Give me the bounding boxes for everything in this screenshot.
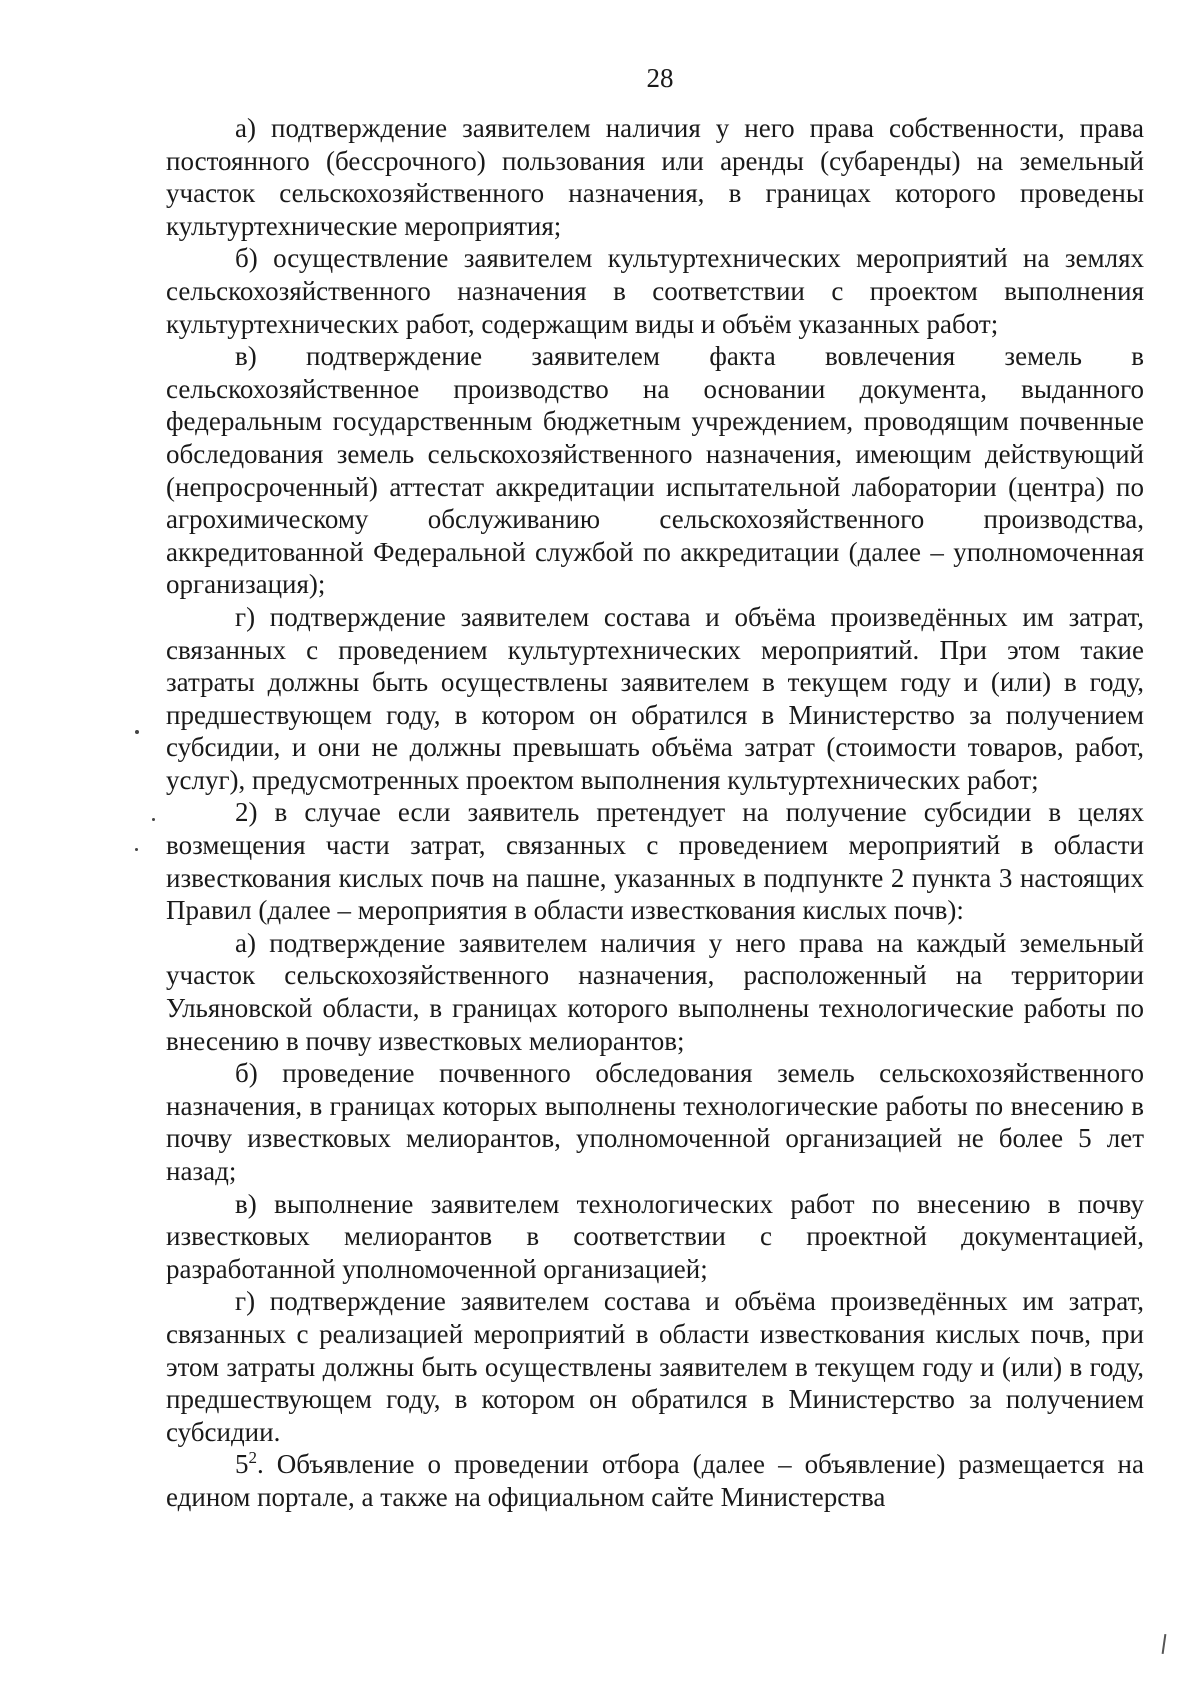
document-body <box>166 112 1144 1514</box>
paragraph-2a: а) подтверждение заявителем наличия у него права на каждый земельный участок сельскохозяйственного назначения, расположенный на территории Ульяновской области, в границах которого выполнены технологические работы по внесению в почву известковых мелиорантов; <box>166 927 1144 1056</box>
scan-dot-mark <box>152 818 155 821</box>
clause-number: 5 <box>235 1449 249 1480</box>
paragraph-2b: б) проведение почвенного обследования земель сельскохозяйственного назначения, в границах которых выполнены технологические работы по внесению в почву известковых мелиорантов, уполномоченной организацией не более 5 лет назад; <box>166 1058 1144 1186</box>
clause-text: . Объявление о проведении отбора (далее – объявление) размещается на едином портале, а также на официальном сайте Министерства <box>166 1449 1144 1512</box>
paragraph-1d: г) подтверждение заявителем состава и объёма произведённых им затрат, связанных с проведением культуртехнических мероприятий. При этом такие затраты должны быть осуществлены заявителем в текущем году и (или) в году, предшествующем году, в котором он обратился в Министерство за получением субсидии, и они не должны превышать объёма затрат (стоимости товаров, работ, услуг), предусмотренных проектом выполнения культуртехнических работ; <box>166 601 1144 795</box>
scan-dot-mark <box>135 848 138 851</box>
paragraph-2c: в) выполнение заявителем технологических работ по внесению в почву известковых мелиорантов в соответствии с проектной документацией, разработанной уполномоченной организацией; <box>166 1188 1144 1284</box>
scan-edge-mark <box>1162 1634 1167 1654</box>
paragraph-1b: б) осуществление заявителем культуртехнических мероприятий на землях сельскохозяйственного назначения в соответствии с проектом выполнения культуртехнических работ, содержащим виды и объём указанных работ; <box>166 243 1144 339</box>
paragraph-2: 2) в случае если заявитель претендует на получение субсидии в целях возмещения части затрат, связанных с проведением мероприятий в области известкования кислых почв на пашне, указанных в подпункте 2 пункта 3 настоящих Правил (далее – мероприятия в области известкования кислых почв): <box>166 797 1144 926</box>
paragraph-5-2 <box>166 1448 1144 1513</box>
paragraph-1c: в) подтверждение заявителем факта вовлечения земель в сельскохозяйственное производство на основании документа, выданного федеральным государственным бюджетным учреждением, проводящим почвенные обследования земель сельскохозяйственного назначения, имеющим действующий (непросроченный) аттестат аккредитации испытательной лаборатории (центра) по агрохимическому обслуживанию сельскохозяйственного производства, аккредитованной Федеральной службой по аккредитации (далее – уполномоченная организация); <box>166 341 1144 600</box>
clause-superscript: 2 <box>248 1448 257 1468</box>
scan-dot-mark <box>135 730 139 734</box>
paragraph-2d: г) подтверждение заявителем состава и объёма произведённых им затрат, связанных с реализацией мероприятий в области известкования кислых почв, при этом затраты должны быть осуществлены заявителем в текущем году и (или) в году, предшествующем году, в котором он обратился в Министерство за получением субсидии. <box>166 1286 1144 1447</box>
paragraph-1a: а) подтверждение заявителем наличия у него права собственности, права постоянного (бессрочного) пользования или аренды (субаренды) на земельный участок сельскохозяйственного назначения, в границах которого проведены культуртехнические мероприятия; <box>166 113 1144 241</box>
page-number: 28 <box>646 63 674 93</box>
